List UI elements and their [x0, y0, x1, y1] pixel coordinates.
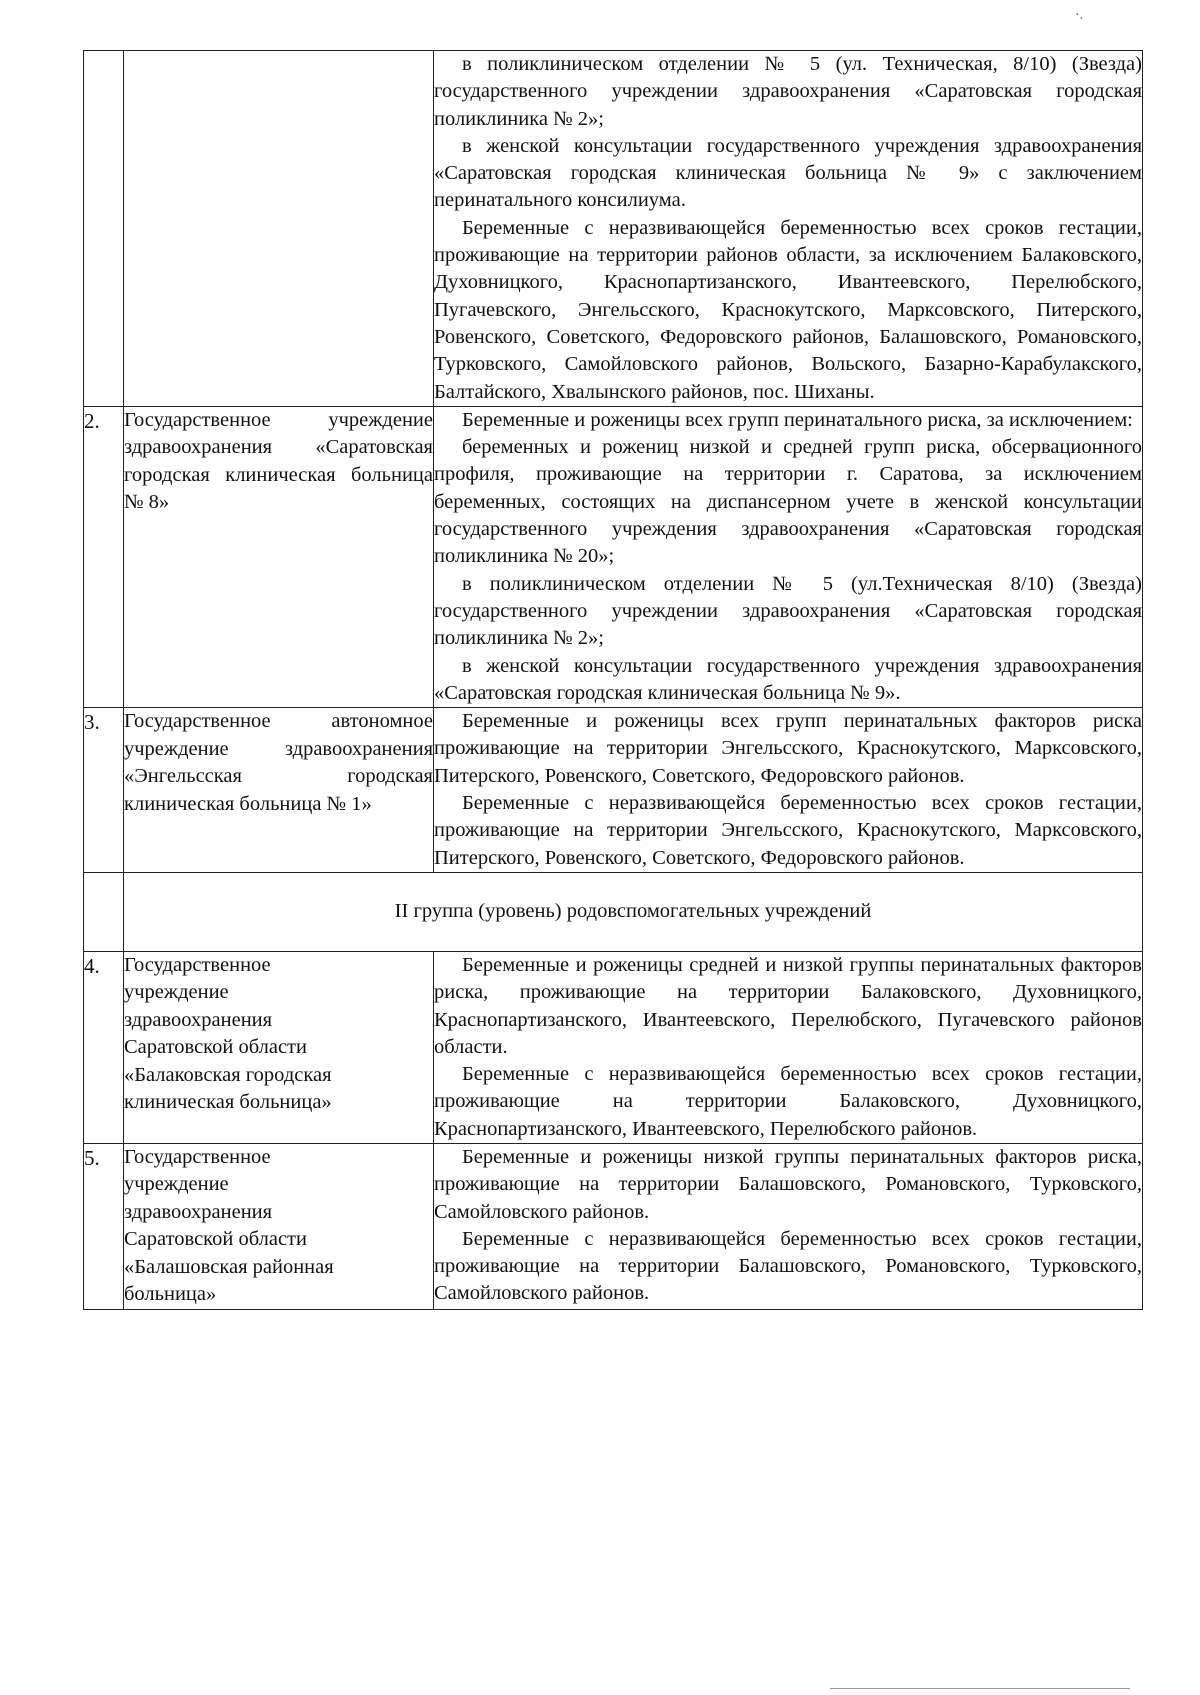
institution-text: Государственное учреждение здравоохранения «Саратовская городская клиническая больница № 8» — [124, 408, 433, 514]
institution-line: учреждение — [124, 981, 229, 1004]
content-paragraph: Беременные с неразвивающейся беременностью всех сроков гестации, проживающие на территории Энгельсского, Краснокутского, Марксовского, Питерского, Ровенского, Советского, Федоровского районов. — [434, 792, 1142, 869]
table-row — [84, 1143, 1143, 1309]
content-paragraph: в поликлиническом отделении № 5 (ул. Техническая, 8/10) (Звезда) государственного учреждении здравоохранения «Саратовская городская поликлиника № 2»; — [434, 53, 1142, 130]
row-content — [434, 1143, 1143, 1309]
institution-line: Саратовской области — [124, 1036, 307, 1059]
institution-line: Саратовской области — [124, 1228, 307, 1251]
content-paragraph: Беременные и роженицы низкой группы перинатальных факторов риска, проживающие на территории Балашовского, Романовского, Турковского, Самойловского районов. — [434, 1145, 1142, 1223]
institutions-table — [83, 50, 1143, 1310]
row-number: 4. — [84, 951, 124, 1143]
row-content — [434, 406, 1143, 707]
institution-line: здравоохранения — [124, 1200, 273, 1223]
content-paragraph: Беременные и роженицы средней и низкой группы перинатальных факторов риска, проживающие на территории Балаковского, Духовницкого, Краснопартизанского, Ивантеевского, Перелюбского, Пугачевского районов области. — [434, 953, 1142, 1058]
table-row — [84, 406, 1143, 707]
content-paragraph: в женской консультации государственного учреждения здравоохранения «Саратовская городская клиническая больница № 9». — [434, 654, 1142, 704]
institution-line: Государственное — [124, 953, 271, 976]
row-number — [84, 872, 124, 951]
corner-mark: ·. — [1075, 8, 1084, 23]
table-row — [84, 708, 1143, 873]
row-number: 3. — [84, 708, 124, 873]
institution-name — [124, 1143, 434, 1309]
institution-name — [124, 51, 434, 407]
institution-line: больница» — [124, 1283, 217, 1306]
institution-name — [124, 406, 434, 707]
content-paragraph: Беременные с неразвивающейся беременностью всех сроков гестации, проживающие на территории Балаковского, Духовницкого, Краснопартизанского, Ивантеевского, Перелюбского районов. — [434, 1063, 1142, 1140]
institution-line: учреждение — [124, 1173, 229, 1196]
institution-line: Государственное — [124, 1145, 271, 1168]
institution-line: «Балаковская городская — [124, 1063, 332, 1086]
row-content — [434, 708, 1143, 873]
content-paragraph: Беременные и роженицы всех групп перинатальных факторов риска проживающие на территории Энгельсского, Краснокутского, Марксовского, Питерского, Ровенского, Советского, Федоровского районов. — [434, 710, 1142, 787]
row-number — [84, 51, 124, 407]
institution-name — [124, 951, 434, 1143]
table-row — [84, 51, 1143, 407]
content-paragraph: в поликлиническом отделении № 5 (ул.Техническая 8/10) (Звезда) государственного учреждении здравоохранения «Саратовская городская поликлиника № 2»; — [434, 572, 1142, 650]
institution-line: здравоохранения — [124, 1008, 273, 1031]
row-content — [434, 951, 1143, 1143]
content-paragraph: Беременные и роженицы всех групп перинатального риска, за исключением: — [462, 408, 1133, 431]
row-content — [434, 51, 1143, 407]
content-paragraph: беременных и рожениц низкой и средней групп риска, обсервационного профиля, проживающие на территории г. Саратова, за исключением беременных, состоящих на диспансерном учете в женской консультации государственного учреждения здравоохранения «Саратовская городская поликлиника № 20»; — [434, 436, 1142, 568]
content-paragraph: Беременные с неразвивающейся беременностью всех сроков гестации, проживающие на территории районов области, за исключением Балаковского, Духовницкого, Краснопартизанского, Ивантеевского, Перелюбского, Пугачевского, Энгельсского, Краснокутского, Марксовского, Питерского, Ровенского, Советского, Федоровского районов, Балашовского, Романовского, Турковского, Самойловского районов, Вольского, Базарно-Карабулакского, Балтайского, Хвалынского районов, пос. Шиханы. — [434, 216, 1142, 403]
institution-name — [124, 708, 434, 873]
group-heading: II группа (уровень) родовспомогательных учреждений — [124, 872, 1143, 951]
institution-text: Государственное автономное учреждение здравоохранения «Энгельсская городская клиническая больница № 1» — [124, 710, 433, 815]
table-row — [84, 951, 1143, 1143]
row-number: 2. — [84, 406, 124, 707]
institution-line: клиническая больница» — [124, 1091, 332, 1114]
institution-line: «Балашовская районная — [124, 1255, 334, 1278]
group-heading-row — [84, 872, 1143, 951]
content-paragraph: в женской консультации государственного учреждения здравоохранения «Саратовская городская клиническая больница № 9» с заключением перинатального консилиума. — [434, 134, 1142, 212]
footer-rule — [830, 1688, 1130, 1689]
content-paragraph: Беременные с неразвивающейся беременностью всех сроков гестации, проживающие на территории Балашовского, Романовского, Турковского, Самойловского районов. — [434, 1227, 1142, 1305]
row-number: 5. — [84, 1143, 124, 1309]
